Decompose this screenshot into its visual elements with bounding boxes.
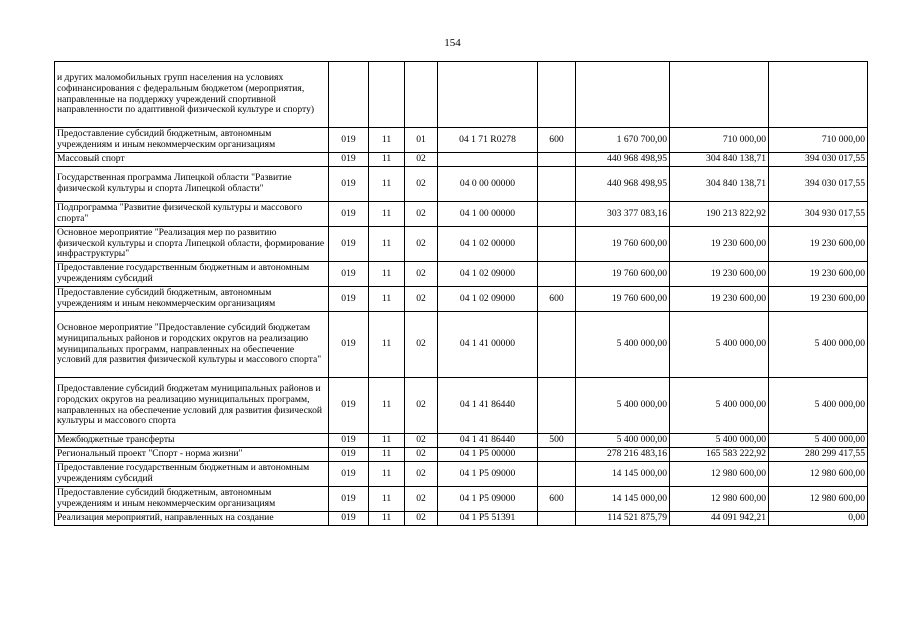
amount-year2-cell: 12 980 600,00 [670, 462, 769, 487]
section-code-cell: 11 [369, 128, 405, 153]
subsection-code-cell: 02 [405, 202, 438, 227]
subsection-code-cell: 02 [405, 512, 438, 526]
table-row [55, 167, 868, 202]
amount-year3-cell: 304 930 017,55 [769, 202, 868, 227]
amount-year2-cell: 19 230 600,00 [670, 262, 769, 287]
table-row [55, 287, 868, 312]
amount-year1-cell: 19 760 600,00 [576, 227, 670, 262]
table-body [55, 62, 868, 526]
ministry-code-cell: 019 [329, 262, 369, 287]
expense-type-cell [538, 378, 576, 434]
table-row [55, 462, 868, 487]
ministry-code-cell: 019 [329, 227, 369, 262]
amount-year2-cell: 44 091 942,21 [670, 512, 769, 526]
amount-year1-cell: 5 400 000,00 [576, 434, 670, 448]
ministry-code-cell: 019 [329, 312, 369, 378]
subsection-code-cell: 02 [405, 312, 438, 378]
expense-type-cell [538, 512, 576, 526]
row-name-cell: Основное мероприятие "Реализация мер по развитию физической культуры и спорта Липецкой области, формирование инфраструктуры" [55, 227, 329, 262]
amount-year3-cell: 5 400 000,00 [769, 378, 868, 434]
subsection-code-cell: 02 [405, 287, 438, 312]
row-name-cell: Подпрограмма "Развитие физической культуры и массового спорта" [55, 202, 329, 227]
row-name-cell: Предоставление субсидий бюджетным, автономным учреждениям и иным некоммерческим организациям [55, 287, 329, 312]
amount-year1-cell: 278 216 483,16 [576, 448, 670, 462]
amount-year2-cell: 304 840 138,71 [670, 153, 769, 167]
table-row [55, 128, 868, 153]
amount-year1-cell: 14 145 000,00 [576, 462, 670, 487]
ministry-code-cell: 019 [329, 287, 369, 312]
subsection-code-cell: 02 [405, 378, 438, 434]
amount-year2-cell: 165 583 222,92 [670, 448, 769, 462]
ministry-code-cell: 019 [329, 487, 369, 512]
section-code-cell [369, 62, 405, 128]
target-article-cell: 04 1 P5 00000 [438, 448, 538, 462]
expense-type-cell [538, 448, 576, 462]
target-article-cell: 04 1 41 00000 [438, 312, 538, 378]
target-article-cell: 04 1 P5 09000 [438, 487, 538, 512]
row-name-cell: Предоставление субсидий бюджетам муниципальных районов и городских округов на реализацию муниципальных программ, направленных на обеспечение условий для развития физической культуры и массового спорта [55, 378, 329, 434]
expense-type-cell [538, 312, 576, 378]
ministry-code-cell: 019 [329, 202, 369, 227]
amount-year1-cell: 440 968 498,95 [576, 153, 670, 167]
amount-year3-cell: 19 230 600,00 [769, 262, 868, 287]
amount-year1-cell: 5 400 000,00 [576, 312, 670, 378]
row-name-cell: Предоставление государственным бюджетным и автономным учреждениям субсидий [55, 462, 329, 487]
section-code-cell: 11 [369, 487, 405, 512]
budget-table [54, 61, 868, 526]
target-article-cell: 04 1 02 00000 [438, 227, 538, 262]
ministry-code-cell: 019 [329, 153, 369, 167]
subsection-code-cell: 02 [405, 227, 438, 262]
amount-year3-cell: 19 230 600,00 [769, 227, 868, 262]
table-row [55, 227, 868, 262]
expense-type-cell: 600 [538, 128, 576, 153]
amount-year1-cell: 5 400 000,00 [576, 378, 670, 434]
section-code-cell: 11 [369, 378, 405, 434]
amount-year3-cell: 0,00 [769, 512, 868, 526]
ministry-code-cell: 019 [329, 434, 369, 448]
table-row [55, 487, 868, 512]
section-code-cell: 11 [369, 202, 405, 227]
amount-year3-cell: 19 230 600,00 [769, 287, 868, 312]
amount-year3-cell: 12 980 600,00 [769, 462, 868, 487]
amount-year1-cell: 440 968 498,95 [576, 167, 670, 202]
table-row [55, 512, 868, 526]
expense-type-cell [538, 227, 576, 262]
ministry-code-cell: 019 [329, 462, 369, 487]
amount-year1-cell: 114 521 875,79 [576, 512, 670, 526]
subsection-code-cell: 02 [405, 434, 438, 448]
row-name-cell: Массовый спорт [55, 153, 329, 167]
expense-type-cell: 500 [538, 434, 576, 448]
amount-year2-cell [670, 62, 769, 128]
target-article-cell [438, 62, 538, 128]
ministry-code-cell [329, 62, 369, 128]
subsection-code-cell [405, 62, 438, 128]
row-name-cell: Предоставление субсидий бюджетным, автономным учреждениям и иным некоммерческим организациям [55, 487, 329, 512]
section-code-cell: 11 [369, 434, 405, 448]
section-code-cell: 11 [369, 312, 405, 378]
amount-year3-cell: 5 400 000,00 [769, 312, 868, 378]
expense-type-cell [538, 167, 576, 202]
amount-year3-cell [769, 62, 868, 128]
target-article-cell: 04 1 41 86440 [438, 378, 538, 434]
amount-year1-cell: 1 670 700,00 [576, 128, 670, 153]
amount-year2-cell: 19 230 600,00 [670, 287, 769, 312]
amount-year1-cell: 14 145 000,00 [576, 487, 670, 512]
amount-year3-cell: 394 030 017,55 [769, 167, 868, 202]
subsection-code-cell: 02 [405, 487, 438, 512]
section-code-cell: 11 [369, 512, 405, 526]
section-code-cell: 11 [369, 287, 405, 312]
row-name-cell: Межбюджетные трансферты [55, 434, 329, 448]
target-article-cell: 04 1 P5 51391 [438, 512, 538, 526]
ministry-code-cell: 019 [329, 512, 369, 526]
row-name-cell: Региональный проект "Спорт - норма жизни" [55, 448, 329, 462]
row-name-cell: Предоставление субсидий бюджетным, автономным учреждениям и иным некоммерческим организациям [55, 128, 329, 153]
target-article-cell: 04 1 02 09000 [438, 262, 538, 287]
expense-type-cell: 600 [538, 487, 576, 512]
expense-type-cell [538, 153, 576, 167]
subsection-code-cell: 02 [405, 448, 438, 462]
target-article-cell: 04 1 71 R0278 [438, 128, 538, 153]
amount-year2-cell: 12 980 600,00 [670, 487, 769, 512]
subsection-code-cell: 02 [405, 462, 438, 487]
target-article-cell: 04 1 02 09000 [438, 287, 538, 312]
table-row [55, 262, 868, 287]
subsection-code-cell: 02 [405, 167, 438, 202]
table-row [55, 448, 868, 462]
amount-year1-cell: 303 377 083,16 [576, 202, 670, 227]
subsection-code-cell: 01 [405, 128, 438, 153]
table-row [55, 312, 868, 378]
amount-year2-cell: 710 000,00 [670, 128, 769, 153]
row-name-cell: Реализация мероприятий, направленных на создание [55, 512, 329, 526]
amount-year2-cell: 19 230 600,00 [670, 227, 769, 262]
target-article-cell [438, 153, 538, 167]
target-article-cell: 04 1 41 86440 [438, 434, 538, 448]
amount-year3-cell: 5 400 000,00 [769, 434, 868, 448]
expense-type-cell [538, 202, 576, 227]
amount-year2-cell: 304 840 138,71 [670, 167, 769, 202]
amount-year1-cell: 19 760 600,00 [576, 262, 670, 287]
amount-year2-cell: 5 400 000,00 [670, 378, 769, 434]
expense-type-cell [538, 62, 576, 128]
section-code-cell: 11 [369, 227, 405, 262]
subsection-code-cell: 02 [405, 153, 438, 167]
amount-year3-cell: 12 980 600,00 [769, 487, 868, 512]
section-code-cell: 11 [369, 262, 405, 287]
section-code-cell: 11 [369, 448, 405, 462]
expense-type-cell: 600 [538, 287, 576, 312]
amount-year2-cell: 5 400 000,00 [670, 312, 769, 378]
subsection-code-cell: 02 [405, 262, 438, 287]
table-row [55, 378, 868, 434]
amount-year3-cell: 710 000,00 [769, 128, 868, 153]
amount-year2-cell: 5 400 000,00 [670, 434, 769, 448]
amount-year2-cell: 190 213 822,92 [670, 202, 769, 227]
table-row [55, 434, 868, 448]
section-code-cell: 11 [369, 462, 405, 487]
expense-type-cell [538, 262, 576, 287]
table-row [55, 62, 868, 128]
amount-year3-cell: 280 299 417,55 [769, 448, 868, 462]
section-code-cell: 11 [369, 167, 405, 202]
ministry-code-cell: 019 [329, 448, 369, 462]
amount-year1-cell [576, 62, 670, 128]
row-name-cell: и других маломобильных групп населения на условиях софинансирования с федеральным бюджетом (мероприятия, направленные на поддержку учреждений спортивной направленности по адаптивной физической культуре и спорту) [55, 62, 329, 128]
ministry-code-cell: 019 [329, 378, 369, 434]
amount-year1-cell: 19 760 600,00 [576, 287, 670, 312]
ministry-code-cell: 019 [329, 167, 369, 202]
row-name-cell: Основное мероприятие "Предоставление субсидий бюджетам муниципальных районов и городских округов на реализацию муниципальных программ, направленных на обеспечение условий для развития физической культуры и массового спорта" [55, 312, 329, 378]
page-number: 154 [444, 37, 461, 49]
expense-type-cell [538, 462, 576, 487]
section-code-cell: 11 [369, 153, 405, 167]
target-article-cell: 04 1 00 00000 [438, 202, 538, 227]
row-name-cell: Предоставление государственным бюджетным и автономным учреждениям субсидий [55, 262, 329, 287]
table-row [55, 202, 868, 227]
ministry-code-cell: 019 [329, 128, 369, 153]
row-name-cell: Государственная программа Липецкой области "Развитие физической культуры и спорта Липецкой области" [55, 167, 329, 202]
target-article-cell: 04 0 00 00000 [438, 167, 538, 202]
target-article-cell: 04 1 P5 09000 [438, 462, 538, 487]
table-row [55, 153, 868, 167]
amount-year3-cell: 394 030 017,55 [769, 153, 868, 167]
